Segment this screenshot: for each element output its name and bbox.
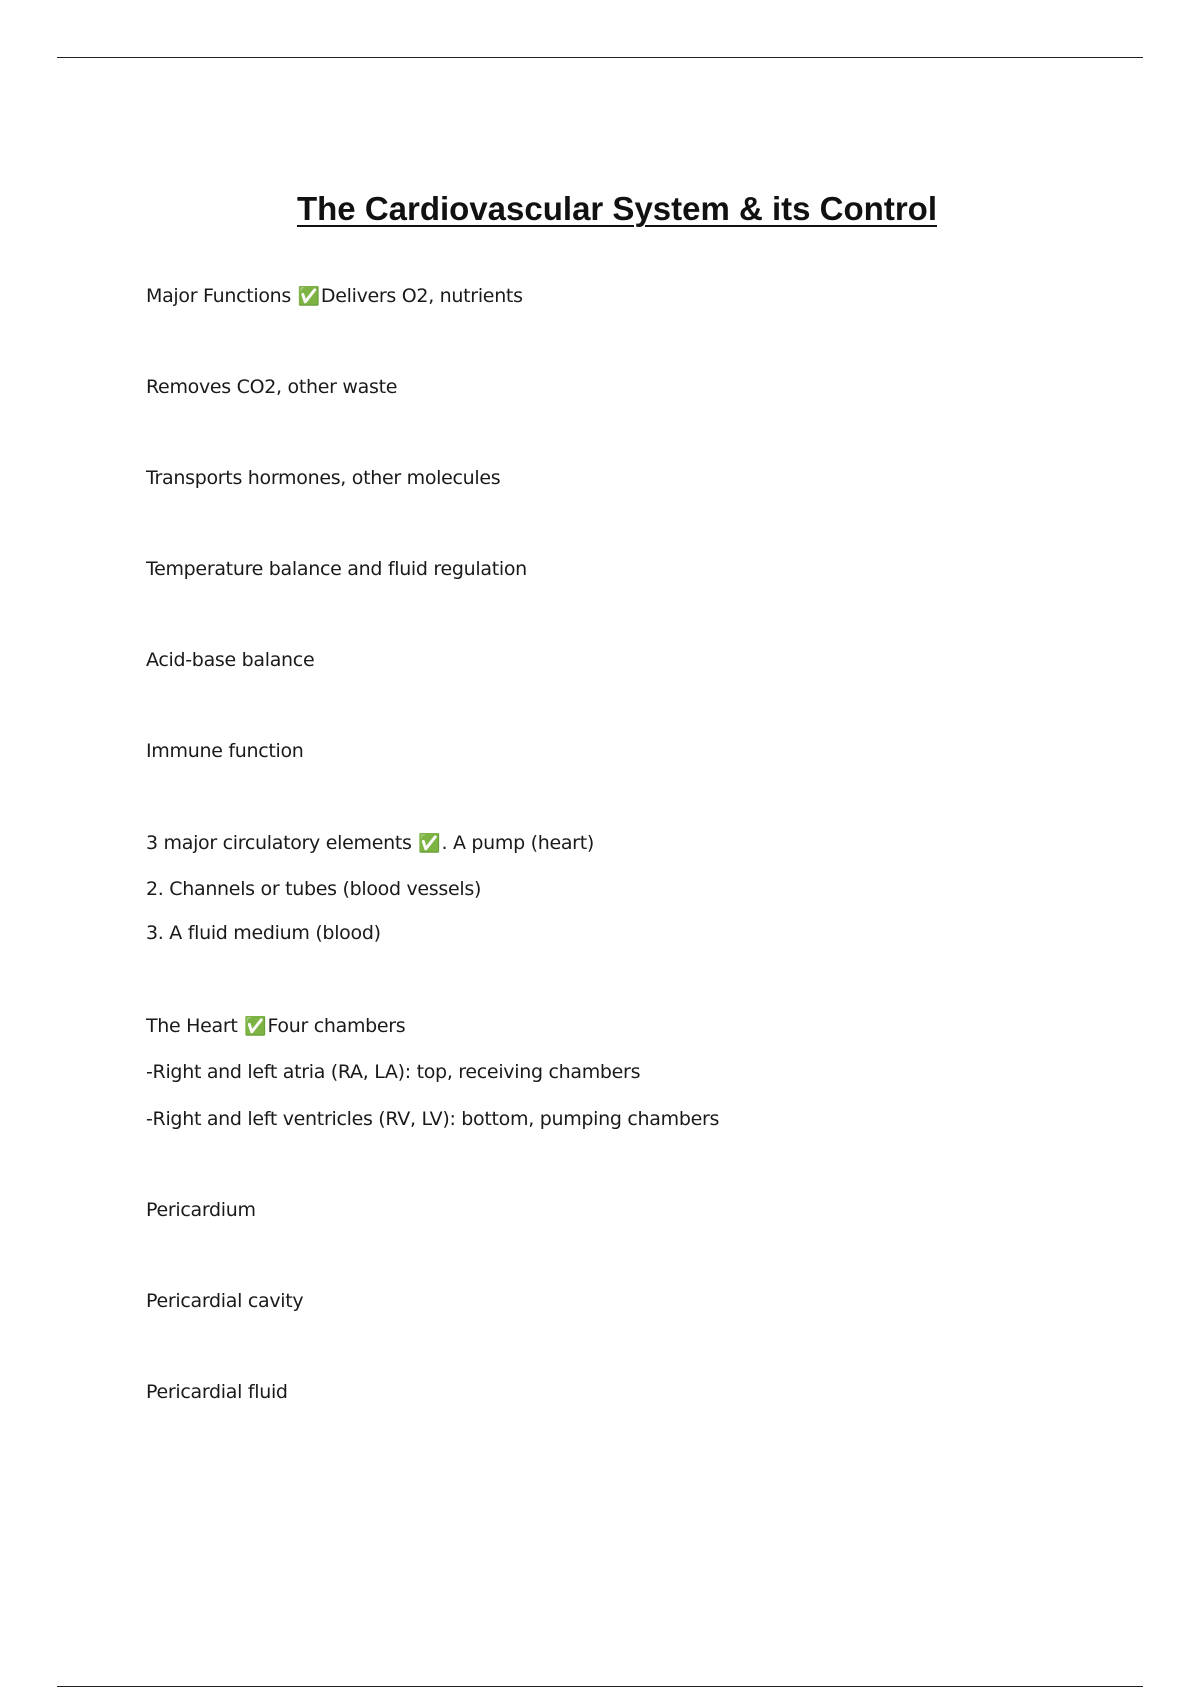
text-line-pericardial-cavity: Pericardial cavity: [146, 1290, 304, 1312]
term-circulatory-elements: 3 major circulatory elements: [146, 832, 412, 854]
term-major-functions: Major Functions: [146, 285, 292, 307]
text-line-acid-base: Acid-base balance: [146, 649, 315, 671]
check-mark-icon: ✅: [418, 833, 441, 854]
text-line-temperature: Temperature balance and fluid regulation: [146, 558, 527, 580]
footer-rule: [57, 1686, 1143, 1687]
text-line-pericardial-fluid: Pericardial fluid: [146, 1381, 288, 1403]
text-line-channels: 2. Channels or tubes (blood vessels): [146, 878, 482, 900]
document-title: The Cardiovascular System & its Control: [296, 190, 937, 227]
answer-major-functions: Delivers O2, nutrients: [320, 285, 523, 307]
answer-circulatory-elements: . A pump (heart): [441, 832, 594, 854]
text-line-transports: Transports hormones, other molecules: [146, 467, 501, 489]
text-line-circulatory-elements: [146, 831, 594, 856]
check-mark-icon: ✅: [297, 286, 320, 307]
check-mark-icon: ✅: [244, 1016, 267, 1037]
text-line-atria: -Right and left atria (RA, LA): top, receiving chambers: [146, 1061, 641, 1083]
text-line-major-functions: [146, 284, 523, 309]
text-line-fluid-medium: 3. A fluid medium (blood): [146, 922, 381, 944]
answer-heart: Four chambers: [267, 1015, 406, 1037]
text-line-pericardium: Pericardium: [146, 1199, 256, 1221]
text-line-heart: [146, 1014, 405, 1039]
term-heart: The Heart: [146, 1015, 238, 1037]
text-line-immune: Immune function: [146, 740, 304, 762]
text-line-ventricles: -Right and left ventricles (RV, LV): bottom, pumping chambers: [146, 1108, 720, 1130]
text-line-removes: Removes CO2, other waste: [146, 376, 398, 398]
header-rule: [57, 57, 1143, 58]
